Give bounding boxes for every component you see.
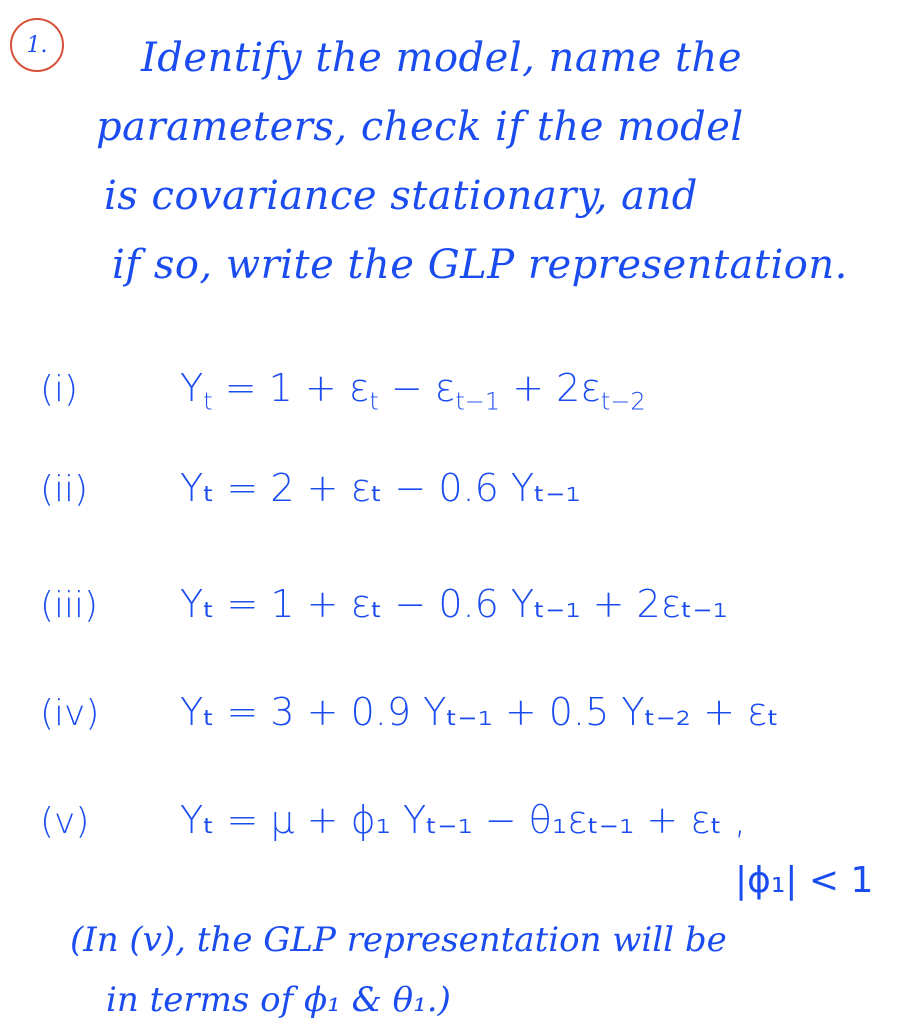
eq-lhs: Y [180,366,204,410]
instruction-line-4: if so, write the GLP representation. [112,242,848,288]
equation-label: (v) [40,801,90,842]
eq-lhs-sub: t [203,387,213,416]
equation-iv [40,690,890,734]
equation-body: Yₜ = 2 + εₜ − 0.6 Yₜ₋₁ [180,466,581,510]
instruction-line-3: is covariance stationary, and [104,173,698,219]
question-number-circle [10,18,64,72]
equation-v [40,798,890,842]
equation-body: Yₜ = 1 + εₜ − 0.6 Yₜ₋₁ + 2εₜ₋₁ [180,582,728,626]
eq-sub: t−1 [455,387,501,416]
equation-label: (iv) [40,693,100,734]
equation-body: Yₜ = μ + ϕ₁ Yₜ₋₁ − θ₁εₜ₋₁ + εₜ , [180,798,747,842]
equation-label: (ii) [40,469,89,510]
equation-i [40,366,890,416]
question-number: 1. [26,32,48,58]
question-instructions [96,24,886,300]
equation-body [180,366,646,416]
eq-sub: t−2 [600,387,646,416]
equation-label: (iii) [40,585,99,626]
eq-rhs-part: = 1 + ε [224,366,370,410]
stationarity-condition: |ϕ₁| < 1 [735,860,874,901]
instruction-line-1: Identify the model, name the [141,35,742,81]
equation-label: (i) [40,369,79,410]
note-line-2: in terms of ϕ₁ & θ₁.) [106,980,451,1020]
eq-rhs-part: + 2ε [500,366,601,410]
note-line-1: (In (v), the GLP representation will be [70,920,727,960]
equation-iii [40,582,890,626]
equation-body: Yₜ = 3 + 0.9 Yₜ₋₁ + 0.5 Yₜ₋₂ + εₜ [180,690,779,734]
eq-sub: t [369,387,379,416]
equation-ii [40,466,890,510]
eq-rhs-part: − ε [378,366,456,410]
instruction-line-2: parameters, check if the model [96,104,744,150]
note-text [70,910,890,1030]
